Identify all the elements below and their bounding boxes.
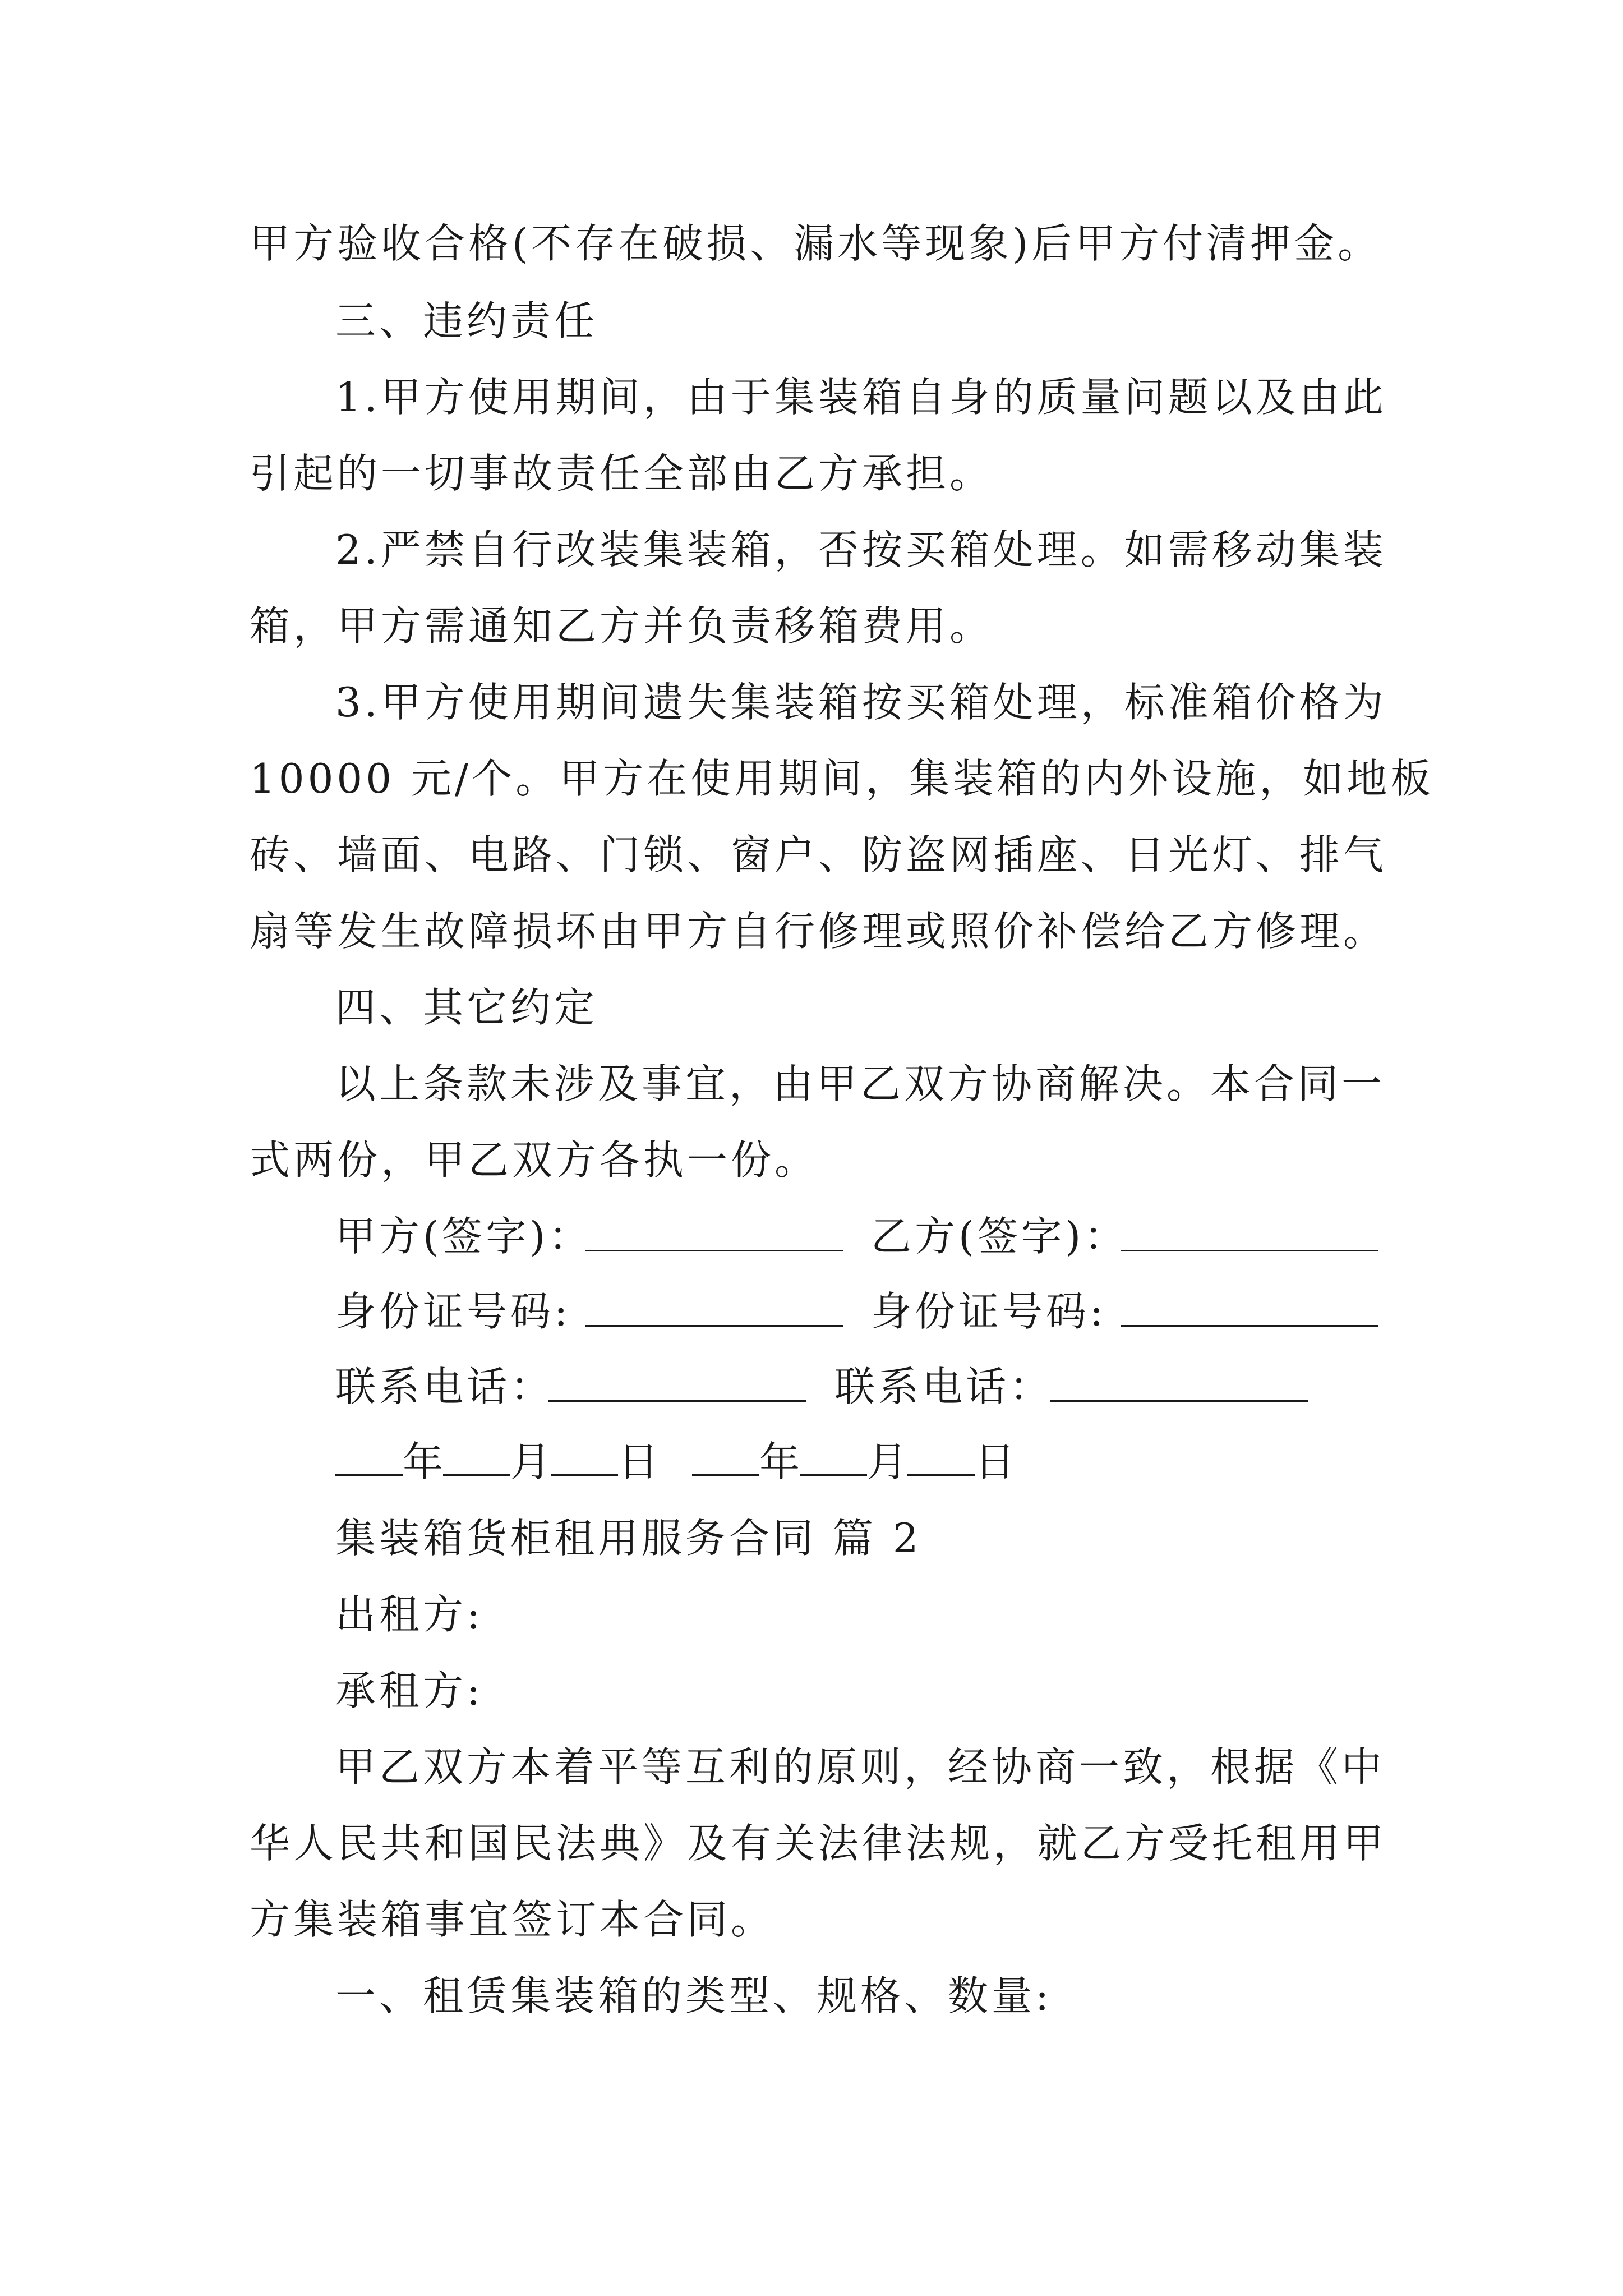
year-b-blank xyxy=(692,1442,759,1476)
party-b-sign-label: 乙方(签字)： xyxy=(871,1213,1128,1260)
party-b-id-label: 身份证号码: xyxy=(871,1288,1107,1335)
party-a-phone-blank xyxy=(548,1366,806,1408)
month-b-label: 月 xyxy=(867,1438,908,1485)
month-a-label: 月 xyxy=(510,1438,551,1485)
party-a-phone-label: 联系电话： xyxy=(335,1363,555,1410)
lessee-label: 承租方: xyxy=(335,1667,484,1714)
paragraph-line: 3.甲方使用期间遗失集装箱按买箱处理，标准箱价格为 xyxy=(335,679,1387,726)
party-b-phone-label: 联系电话： xyxy=(834,1363,1054,1410)
paragraph-line: 扇等发生故障损坏由甲方自行修理或照价补偿给乙方修理。 xyxy=(250,908,1387,955)
paragraph-line: 10000 元/个。甲方在使用期间，集装箱的内外设施，如地板 xyxy=(250,755,1435,802)
month-a-blank xyxy=(443,1442,510,1476)
lessor-label: 出租方: xyxy=(335,1591,484,1638)
paragraph-line: 式两份，甲乙双方各执一份。 xyxy=(250,1137,819,1184)
date-row xyxy=(335,1438,1016,1485)
paragraph-line: 砖、墙面、电路、门锁、窗户、防盗网插座、日光灯、排气 xyxy=(250,831,1387,878)
paragraph-line: 甲方验收合格(不存在破损、漏水等现象)后甲方付清押金。 xyxy=(250,220,1382,267)
party-b-sign-blank xyxy=(1121,1216,1378,1258)
paragraph-line: 甲乙双方本着平等互利的原则，经协商一致，根据《中 xyxy=(335,1743,1386,1791)
party-b-id-blank xyxy=(1121,1291,1378,1333)
party-b-phone-blank xyxy=(1050,1366,1308,1408)
contract-title: 集装箱货柜租用服务合同 篇 2 xyxy=(335,1515,922,1562)
party-a-sign-blank xyxy=(585,1216,843,1258)
party-a-id-blank xyxy=(585,1291,843,1333)
month-b-blank xyxy=(800,1442,867,1476)
paragraph-line: 以上条款未涉及事宜，由甲乙双方协商解决。本合同一 xyxy=(335,1060,1386,1107)
year-a-blank xyxy=(335,1442,403,1476)
paragraph-line: 箱，甲方需通知乙方并负责移箱费用。 xyxy=(250,602,994,650)
paragraph-line: 1.甲方使用期间，由于集装箱自身的质量问题以及由此 xyxy=(335,374,1387,421)
year-a-label: 年 xyxy=(403,1438,444,1485)
section-heading: 四、其它约定 xyxy=(335,984,598,1031)
day-b-blank xyxy=(907,1442,975,1476)
day-b-label: 日 xyxy=(975,1438,1016,1485)
paragraph-line: 引起的一切事故责任全部由乙方承担。 xyxy=(250,450,994,497)
section-heading: 三、违约责任 xyxy=(335,297,598,344)
day-a-label: 日 xyxy=(618,1438,659,1485)
section-heading: 一、租赁集装箱的类型、规格、数量: xyxy=(335,1972,1053,2019)
paragraph-line: 方集装箱事宜签订本合同。 xyxy=(250,1896,775,1943)
day-a-blank xyxy=(551,1442,618,1476)
paragraph-line: 2.严禁自行改装集装箱，否按买箱处理。如需移动集装 xyxy=(335,526,1387,573)
paragraph-line: 华人民共和国民法典》及有关法律法规，就乙方受托租用甲 xyxy=(250,1820,1387,1867)
party-a-id-label: 身份证号码: xyxy=(335,1288,571,1335)
year-b-label: 年 xyxy=(759,1438,800,1485)
party-a-sign-label: 甲方(签字)： xyxy=(335,1213,593,1260)
